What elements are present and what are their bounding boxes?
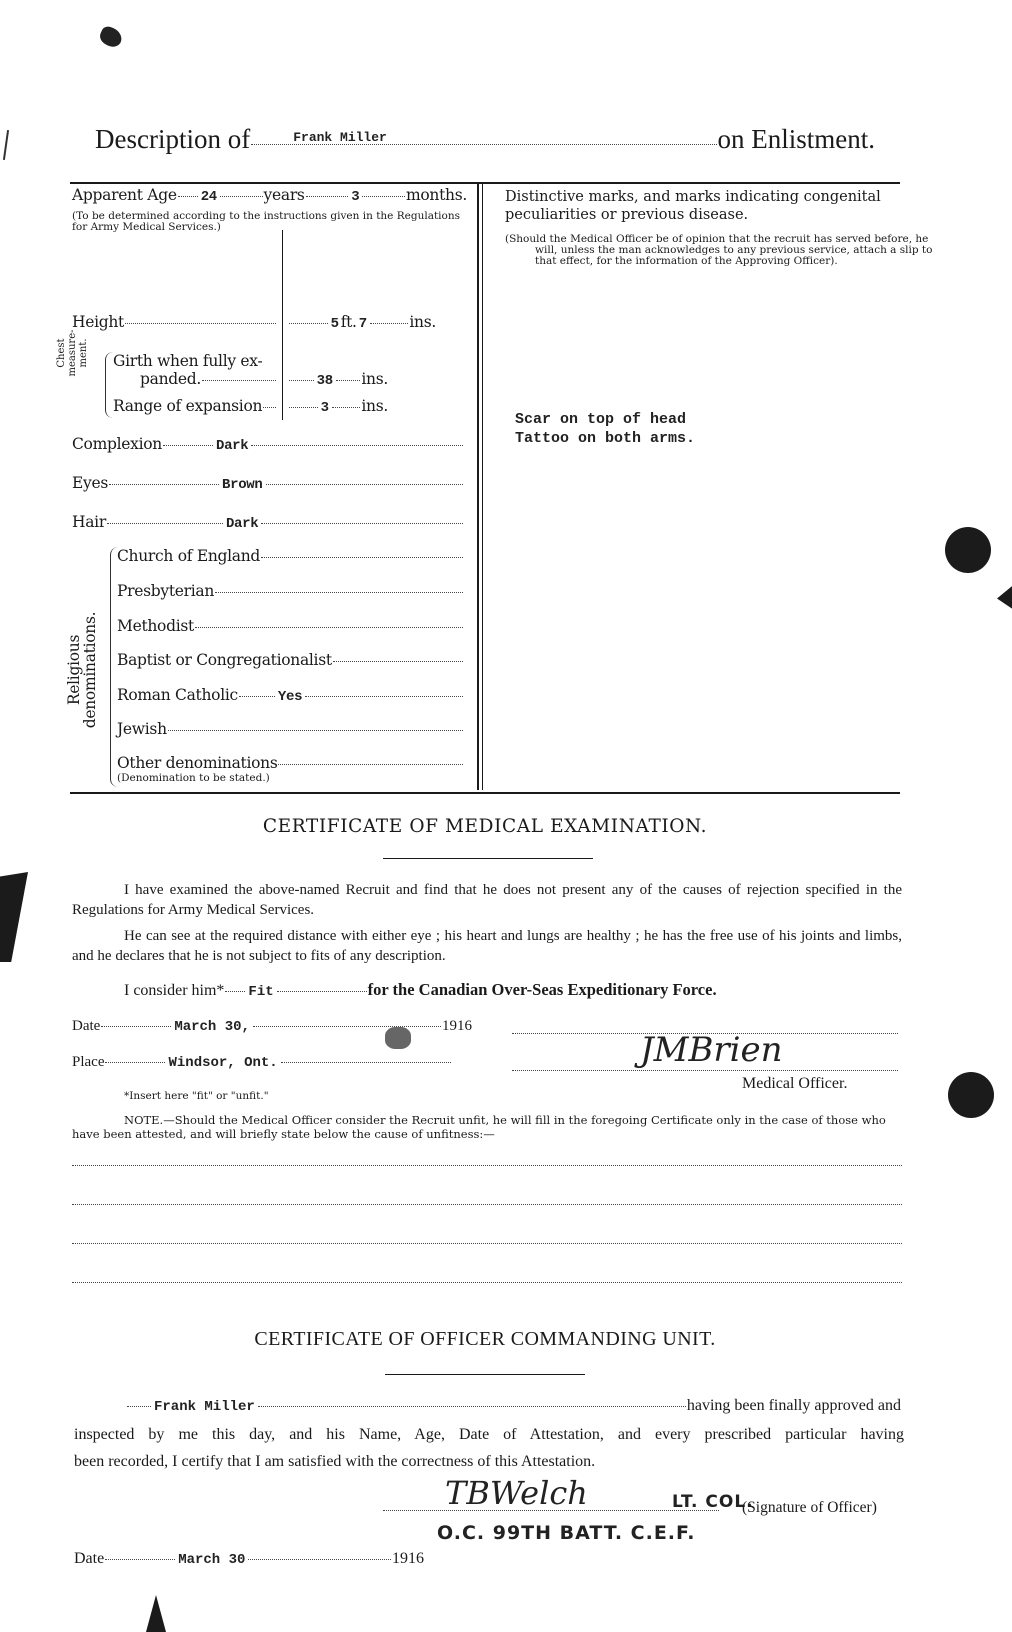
ink-stain bbox=[385, 1027, 411, 1049]
commanding-line-1 bbox=[126, 1396, 901, 1417]
dots bbox=[362, 196, 405, 197]
complexion-row bbox=[72, 435, 464, 454]
dots bbox=[370, 323, 409, 324]
inches-label: ins. bbox=[409, 313, 436, 331]
height-feet-value: 5 bbox=[330, 316, 339, 332]
signature-line-2 bbox=[512, 1070, 898, 1071]
range-unit: ins. bbox=[361, 397, 389, 415]
dots bbox=[251, 445, 463, 446]
religion-label: Roman Catholic bbox=[117, 686, 238, 704]
months-label: months. bbox=[405, 186, 467, 204]
height-value-row bbox=[288, 313, 436, 332]
religion-value: Yes bbox=[277, 689, 303, 705]
punch-hole-bottom bbox=[948, 1072, 994, 1118]
dots bbox=[258, 1406, 686, 1407]
dots bbox=[202, 380, 276, 381]
commanding-officer-signature: TBWelch bbox=[445, 1474, 588, 1512]
signature-of-officer-label: (Signature of Officer) bbox=[742, 1499, 877, 1516]
religion-label: Presbyterian bbox=[117, 582, 215, 600]
medical-certificate-heading: CERTIFICATE OF MEDICAL EXAMINATION. bbox=[262, 816, 708, 837]
title-prefix: Description of bbox=[95, 124, 251, 154]
dots bbox=[333, 661, 463, 662]
religion-label-line1: Religious bbox=[65, 634, 83, 706]
medical-place-value: Windsor, Ont. bbox=[168, 1055, 278, 1071]
religion-item-jewish bbox=[117, 720, 464, 738]
date-year: 1916 bbox=[442, 1018, 472, 1034]
unfitness-note: NOTE.—Should the Medical Officer consider the Recruit unfit, he will fill in the foregoing Certificate only in the case of those who have been attested, and will briefly state below the cause of unfitness:— bbox=[72, 1113, 886, 1141]
recruit-name: Frank Miller bbox=[293, 130, 387, 145]
hair-value: Dark bbox=[225, 516, 259, 532]
medical-place-row bbox=[72, 1052, 452, 1073]
religion-label: Baptist or Congregationalist bbox=[117, 651, 332, 669]
dots bbox=[266, 484, 463, 485]
feet-label: ft. bbox=[340, 313, 357, 331]
dots bbox=[281, 1062, 451, 1063]
dots bbox=[195, 627, 463, 628]
unfitness-line-3 bbox=[72, 1243, 902, 1244]
age-years-value: 24 bbox=[200, 189, 217, 205]
punch-hole-edge bbox=[997, 582, 1012, 612]
consider-prefix: I consider him* bbox=[124, 982, 225, 999]
commanding-date-row bbox=[74, 1549, 424, 1570]
girth-label-line2: panded. bbox=[140, 370, 201, 388]
religion-group-label bbox=[66, 605, 98, 735]
dots bbox=[168, 730, 463, 731]
hair-label: Hair bbox=[72, 513, 106, 531]
dots bbox=[277, 991, 367, 992]
date-label: Date bbox=[74, 1550, 105, 1567]
consider-suffix: for the Canadian Over-Seas Expeditionary Force. bbox=[367, 980, 717, 999]
dots bbox=[261, 557, 463, 558]
medical-date-row bbox=[72, 1016, 472, 1037]
distinctive-marks-note: (Should the Medical Officer be of opinion that the recruit has served before, he will, unless the man acknowledges to any previous service, attach a slip to that effect, for the information of the Approving Officer). bbox=[505, 233, 933, 267]
religion-label: Jewish bbox=[117, 720, 167, 738]
dots bbox=[336, 380, 361, 381]
eyes-label: Eyes bbox=[72, 474, 108, 492]
complexion-value: Dark bbox=[215, 438, 249, 454]
value-column-divider bbox=[282, 230, 283, 420]
fitness-footnote: *Insert here "fit" or "unfit." bbox=[124, 1090, 269, 1102]
commanding-date-value: March 30 bbox=[178, 1552, 246, 1568]
dots bbox=[125, 323, 276, 324]
dots bbox=[305, 696, 463, 697]
dots bbox=[109, 484, 219, 485]
years-label: years bbox=[263, 186, 305, 204]
age-row bbox=[72, 186, 467, 205]
unfitness-line-4 bbox=[72, 1282, 902, 1283]
column-divider bbox=[477, 182, 479, 790]
heading-underline-2 bbox=[385, 1374, 585, 1375]
commanding-certificate-heading: CERTIFICATE OF OFFICER COMMANDING UNIT. bbox=[254, 1328, 716, 1350]
unfitness-line-2 bbox=[72, 1204, 902, 1205]
chest-group-label: Chest measure-ment. bbox=[56, 329, 89, 377]
punch-hole-top bbox=[945, 527, 991, 573]
medical-paragraph-1: I have examined the above-named Recruit and find that he does not present any of the causes of rejection specified in the Regulations for Army Medical Services. bbox=[72, 882, 902, 918]
dots bbox=[178, 196, 198, 197]
scan-artifact-bottom-spike bbox=[146, 1595, 166, 1632]
dots bbox=[107, 523, 223, 524]
girth-value-row bbox=[288, 370, 388, 389]
religion-item-church-of-england bbox=[117, 547, 464, 565]
height-inches-value: 7 bbox=[358, 316, 367, 332]
medical-officer-signature: JMBrien bbox=[640, 1030, 783, 1070]
fitness-value: Fit bbox=[248, 984, 274, 1000]
girth-unit: ins. bbox=[361, 370, 389, 388]
age-label: Apparent Age bbox=[72, 186, 177, 204]
dots bbox=[105, 1559, 175, 1560]
officer-rank: LT. COL. bbox=[672, 1492, 754, 1512]
religion-item-presbyterian bbox=[117, 582, 464, 600]
dots bbox=[239, 696, 275, 697]
girth-value: 38 bbox=[316, 373, 333, 389]
dots bbox=[225, 991, 245, 992]
scan-artifact-left-mark bbox=[3, 130, 9, 160]
unfitness-line-1 bbox=[72, 1165, 902, 1166]
dots bbox=[248, 1559, 391, 1560]
range-row bbox=[113, 397, 277, 415]
dots bbox=[306, 196, 349, 197]
girth-row bbox=[140, 370, 277, 388]
dots bbox=[215, 592, 463, 593]
heading-underline bbox=[383, 858, 593, 859]
dots bbox=[101, 1026, 171, 1027]
scan-artifact-top bbox=[97, 24, 125, 50]
religion-item-roman-catholic bbox=[117, 686, 464, 705]
religion-label: Church of England bbox=[117, 547, 261, 565]
dots bbox=[220, 196, 263, 197]
other-denomination-note: (Denomination to be stated.) bbox=[117, 772, 270, 784]
commanding-recruit-name: Frank Miller bbox=[154, 1399, 255, 1415]
distinctive-mark-1: Scar on top of head bbox=[515, 411, 687, 428]
unit-stamp: O.C. 99TH BATT. C.E.F. bbox=[437, 1522, 696, 1544]
complexion-label: Complexion bbox=[72, 435, 162, 453]
name-fill-line bbox=[251, 130, 716, 145]
religion-label: Methodist bbox=[117, 617, 194, 635]
religion-label-line2: denominations. bbox=[81, 611, 99, 729]
dots bbox=[289, 323, 328, 324]
column-divider-inner bbox=[482, 182, 483, 790]
dots bbox=[253, 1026, 441, 1027]
commanding-line-3: been recorded, I certify that I am satisfied with the correctness of this Attestation. bbox=[74, 1453, 596, 1470]
date-label: Date bbox=[72, 1018, 101, 1034]
religion-label: Other denominations bbox=[117, 754, 278, 772]
section-rule bbox=[70, 792, 900, 794]
date-year: 1916 bbox=[392, 1550, 424, 1567]
place-label: Place bbox=[72, 1054, 105, 1070]
page-title bbox=[95, 124, 875, 155]
top-rule bbox=[70, 182, 900, 184]
eyes-row bbox=[72, 474, 464, 493]
distinctive-mark-2: Tattoo on both arms. bbox=[515, 430, 696, 447]
religion-item-other bbox=[117, 754, 464, 772]
religion-item-methodist bbox=[117, 617, 464, 635]
medical-date-value: March 30, bbox=[174, 1019, 250, 1035]
scan-artifact-left-shape bbox=[0, 872, 28, 962]
range-value-row bbox=[288, 397, 388, 416]
range-value: 3 bbox=[320, 400, 329, 416]
dots bbox=[127, 1406, 151, 1407]
religion-item-baptist bbox=[117, 651, 464, 669]
dots bbox=[105, 1062, 165, 1063]
commanding-line-2: inspected by me this day, and his Name, Age, Date of Attestation, and every prescribed particular having bbox=[74, 1426, 904, 1443]
range-label: Range of expansion bbox=[113, 397, 263, 415]
girth-label-line1: Girth when fully ex- bbox=[113, 352, 263, 370]
dots bbox=[289, 380, 314, 381]
dots bbox=[261, 523, 463, 524]
age-note: (To be determined according to the instructions given in the Regulations for Army Medical Services.) bbox=[72, 210, 460, 233]
dots bbox=[289, 407, 318, 408]
title-suffix: on Enlistment. bbox=[717, 124, 875, 154]
distinctive-marks-heading: Distinctive marks, and marks indicating congenital peculiarities or previous disease. bbox=[505, 189, 881, 223]
age-months-value: 3 bbox=[351, 189, 360, 205]
hair-row bbox=[72, 513, 464, 532]
dots bbox=[332, 407, 361, 408]
commanding-text-1: having been finally approved and bbox=[686, 1397, 901, 1414]
medical-paragraph-2: He can see at the required distance with either eye ; his heart and lungs are healthy ; he has the free use of his joints and limbs, and he declares that he is not subject to fits of any description. bbox=[72, 928, 902, 964]
eyes-value: Brown bbox=[222, 477, 263, 493]
dots bbox=[263, 407, 276, 408]
dots bbox=[278, 764, 463, 765]
fitness-row bbox=[124, 980, 824, 1002]
dots bbox=[163, 445, 213, 446]
height-row bbox=[72, 313, 277, 331]
height-label: Height bbox=[72, 313, 124, 331]
medical-officer-label: Medical Officer. bbox=[742, 1075, 848, 1092]
